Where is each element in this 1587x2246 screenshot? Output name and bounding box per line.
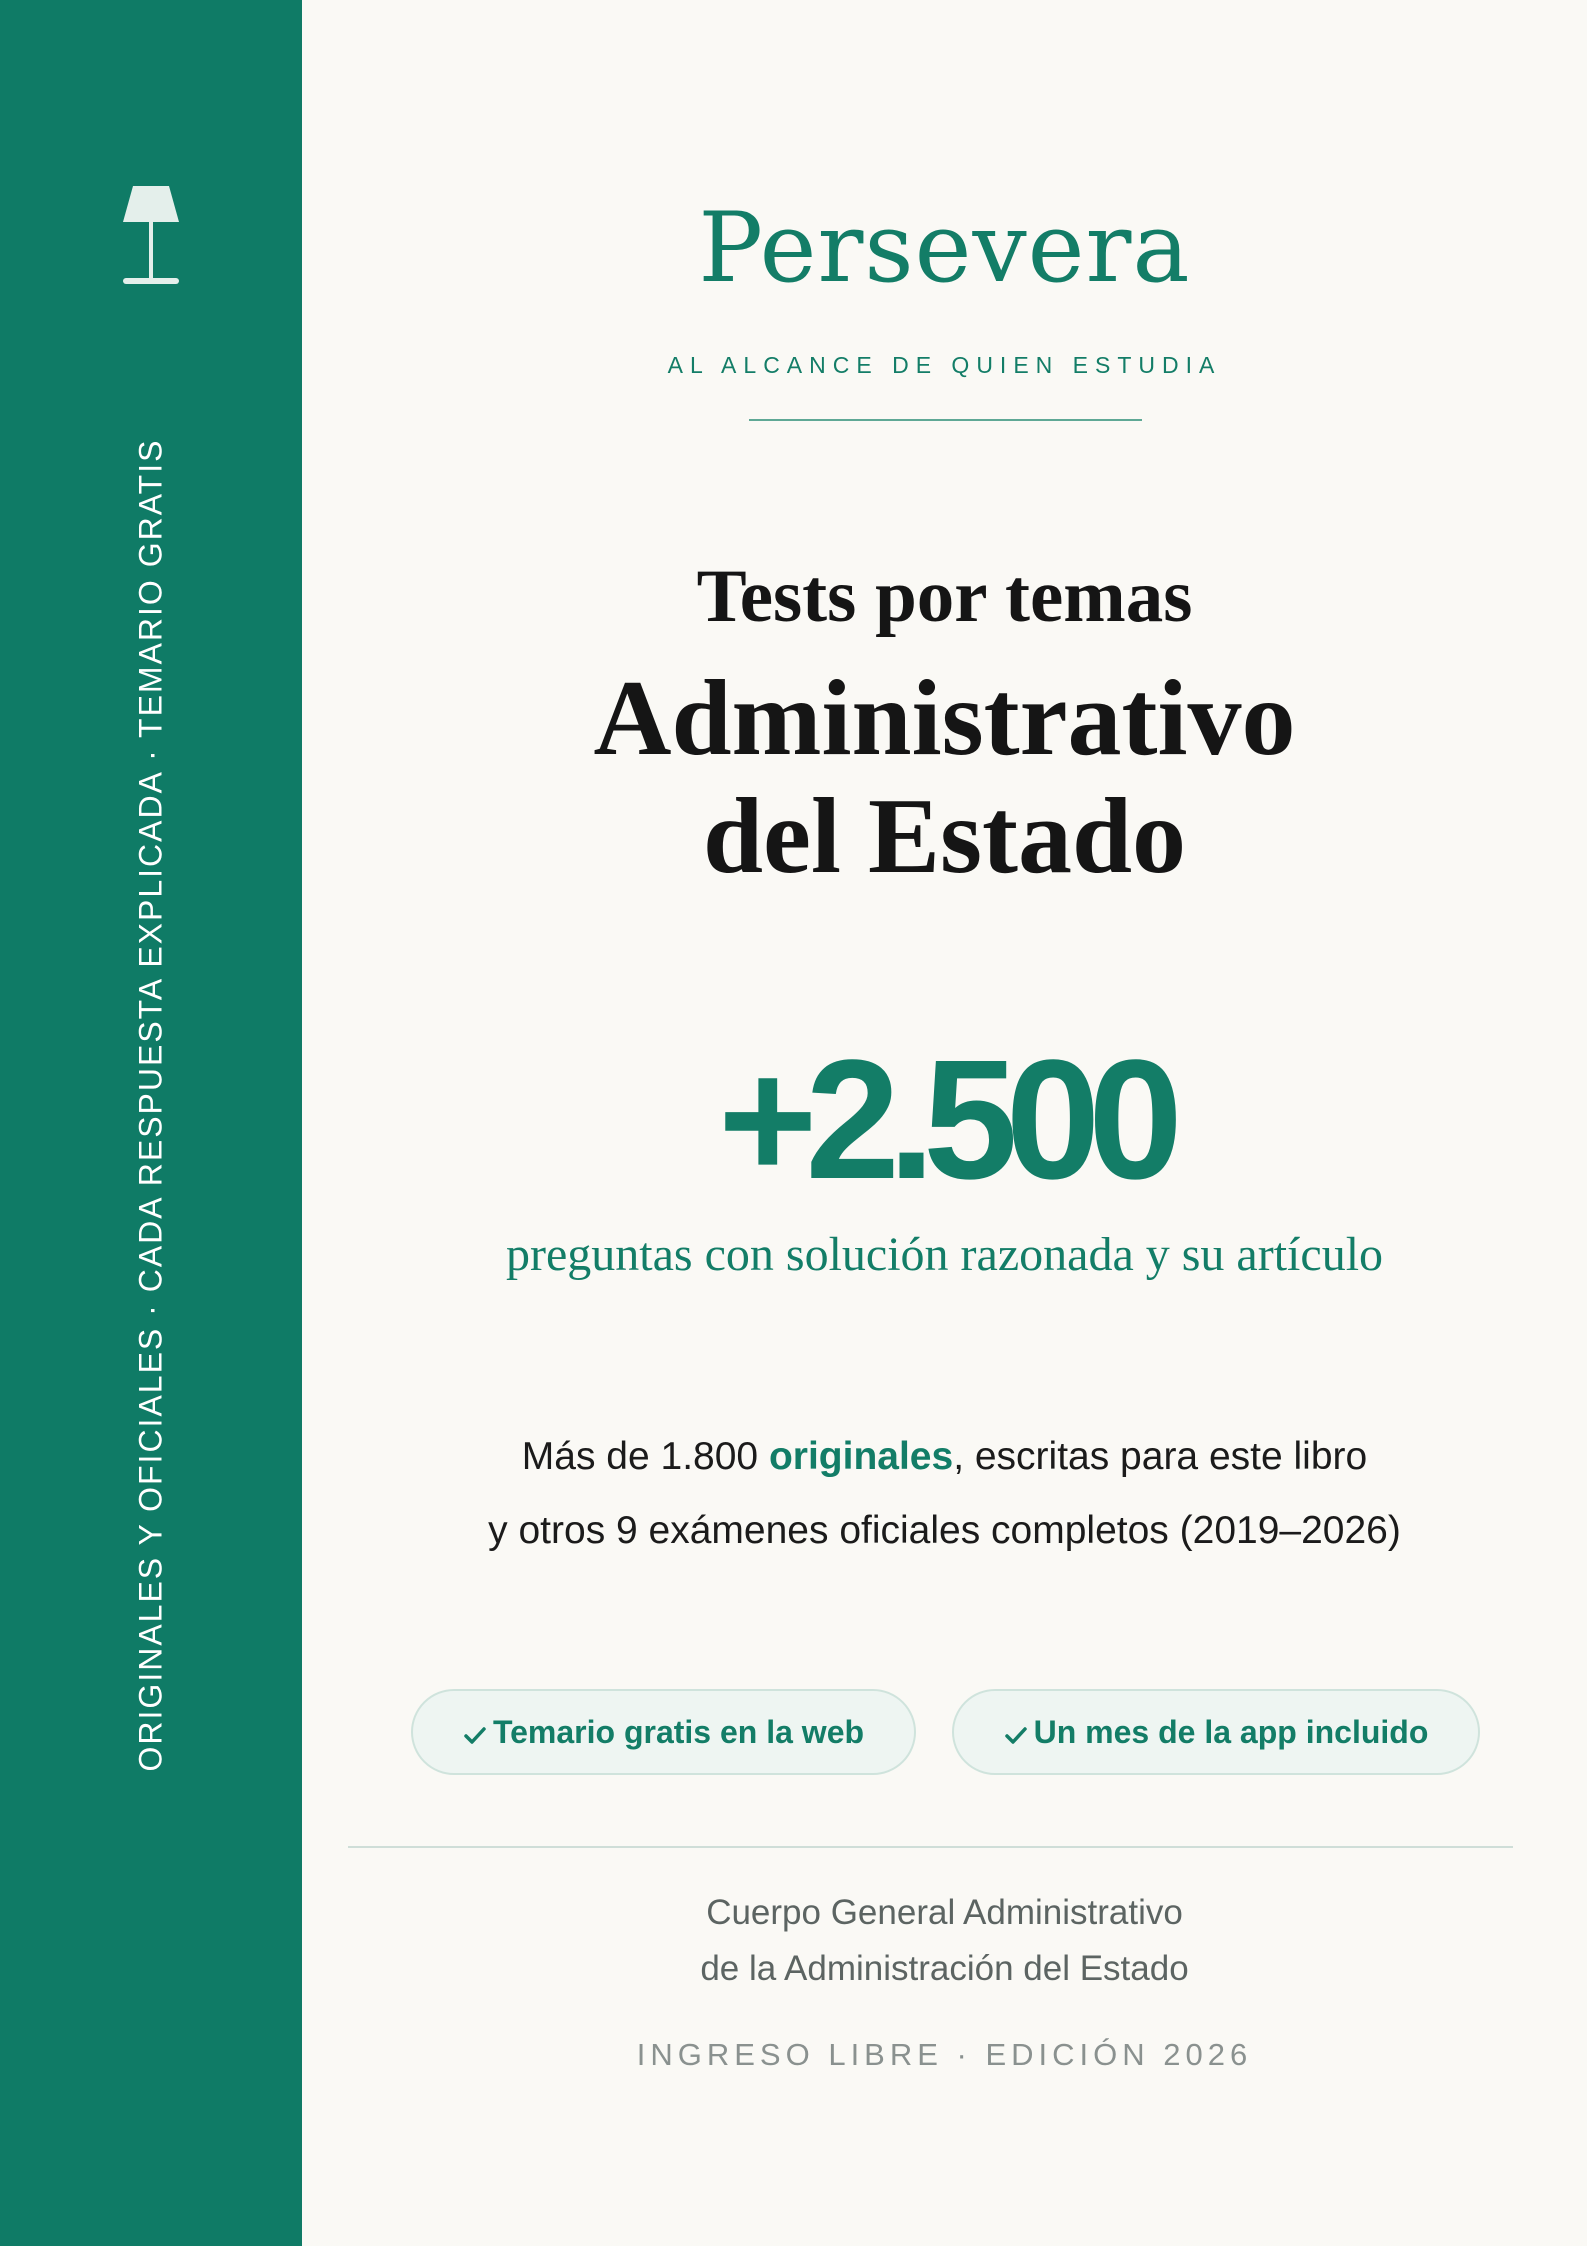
spine-text: ORIGINALES Y OFICIALES · CADA RESPUESTA EXPLICADA · TEMARIO GRATIS [132,438,169,1772]
description-highlight: originales [768,1435,954,1478]
check-icon [1004,1724,1028,1748]
edition-label: INGRESO LIBRE · EDICIÓN 2026 [636,2037,1253,2072]
description [302,1420,1587,1568]
book-title-line1: Administrativo [593,659,1296,778]
corps-name [302,1885,1587,1997]
description-pre: Más de 1.800 [521,1435,769,1478]
description-post: , escritas para este libro [953,1435,1368,1478]
book-title [302,660,1587,896]
book-subtitle: Tests por temas [696,555,1193,638]
corps-line1: Cuerpo General Administrativo [706,1893,1183,1932]
feature-label: Temario gratis en la web [492,1713,865,1750]
feature-badge-app [952,1689,1480,1775]
sidebar-spine [0,0,302,2246]
divider [749,419,1142,421]
feature-label: Un mes de la app incluido [1033,1713,1429,1750]
footer-divider [348,1846,1513,1848]
description-line2: y otros 9 exámenes oficiales completos (2019–2026) [488,1509,1401,1552]
check-icon [463,1724,487,1748]
brand-tagline: AL ALCANCE DE QUIEN ESTUDIA [667,352,1222,378]
cover-main [302,0,1587,2246]
lamp-icon [121,186,181,288]
brand-name: Persevera [698,192,1191,304]
book-title-line2: del Estado [702,777,1187,896]
question-count: +2.500 [718,1025,1171,1215]
question-count-caption: preguntas con solución razonada y su artículo [505,1228,1384,1281]
description-line1 [302,1420,1587,1494]
corps-line2: de la Administración del Estado [700,1949,1189,1988]
feature-badge-temario [411,1689,916,1775]
